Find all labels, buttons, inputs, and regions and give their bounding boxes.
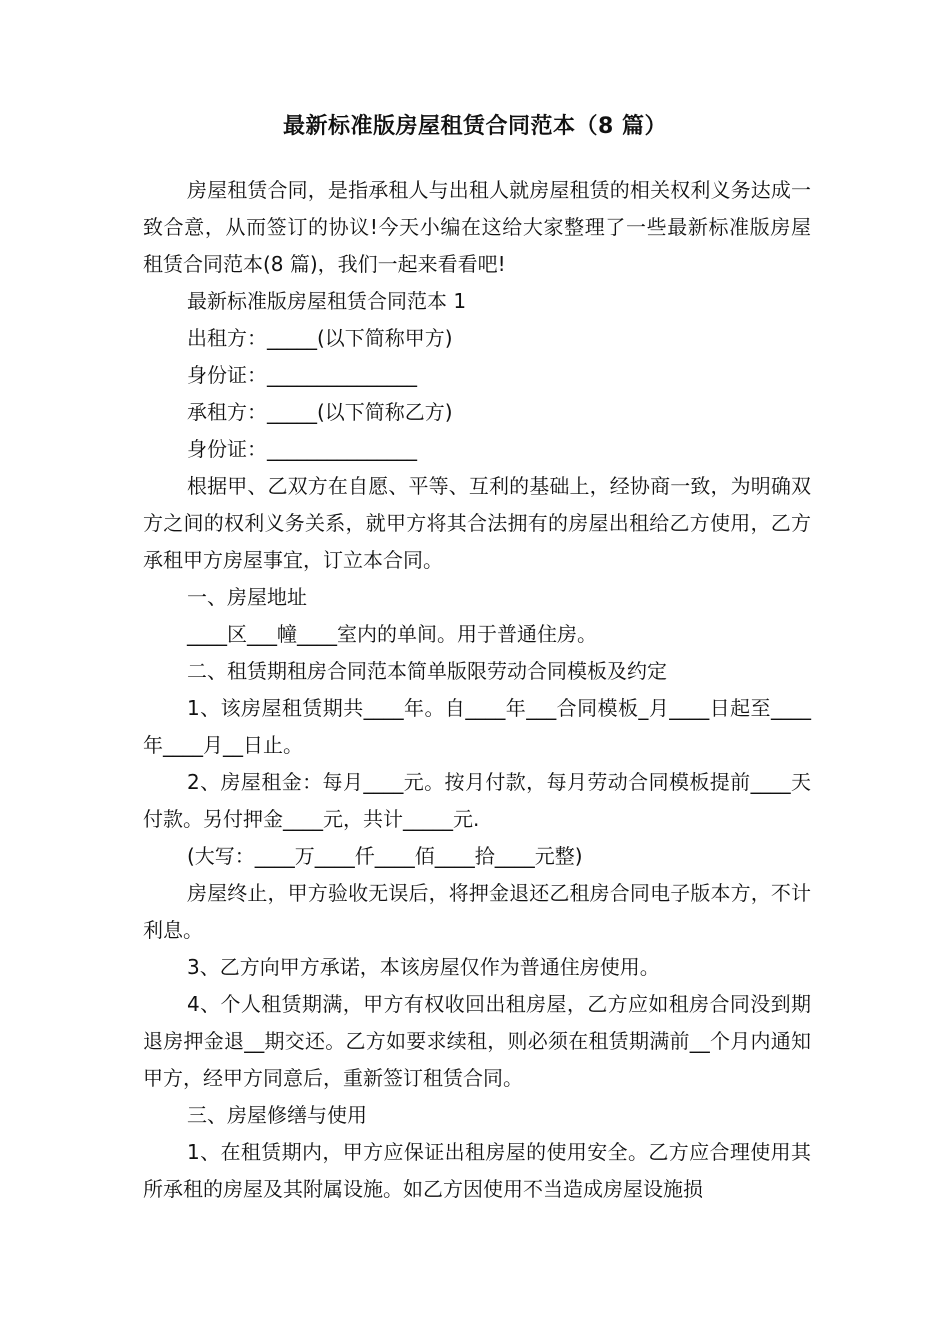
preamble-paragraph: 根据甲、乙双方在自愿、平等、互利的基础上，经协商一致，为明确双方之间的权利义务关系，就甲方将其合法拥有的房屋出租给乙方使用，乙方承租甲方房屋事宜，订立本合同。 [143, 474, 811, 572]
address-line: ____区___幢____室内的单间。用于普通住房。 [187, 622, 597, 646]
contract-heading: 最新标准版房屋租赁合同范本 1 [187, 289, 467, 313]
document-title: 最新标准版房屋租赁合同范本（8 篇） [283, 114, 667, 139]
rent-clause: 2、房屋租金：每月____元。按月付款，每月劳动合同模板提前____天付款。另付押金____元，共计_____元. [143, 770, 811, 831]
lessor-line: 出租方：_____(以下简称甲方) [187, 326, 453, 350]
document-body [143, 172, 811, 1208]
section-2-heading: 二、租赁期租房合同范本简单版限劳动合同模板及约定 [187, 659, 667, 683]
lessee-line: 承租方：_____(以下简称乙方) [187, 400, 453, 424]
usage-clause: 3、乙方向甲方承诺，本该房屋仅作为普通住房使用。 [187, 955, 660, 979]
deposit-return-clause: 房屋终止，甲方验收无误后，将押金退还乙租房合同电子版本方，不计利息。 [143, 881, 811, 942]
renewal-clause: 4、个人租赁期满，甲方有权收回出租房屋，乙方应如租房合同没到期退房押金退__期交还。乙方如要求续租，则必须在租赁期满前__个月内通知甲方，经甲方同意后，重新签订租赁合同。 [143, 992, 811, 1090]
intro-paragraph: 房屋租赁合同，是指承租人与出租人就房屋租赁的相关权利义务达成一致合意，从而签订的协议!今天小编在这给大家整理了一些最新标准版房屋租赁合同范本(8 篇)，我们一起来看看吧! [143, 178, 811, 276]
amount-in-words-line: (大写：____万____仟____佰____拾____元整) [187, 844, 583, 868]
section-1-heading: 一、房屋地址 [187, 585, 307, 609]
section-3-heading: 三、房屋修缮与使用 [187, 1103, 367, 1127]
lessee-id-line: 身份证：_______________ [187, 437, 417, 461]
lessor-id-line: 身份证：_______________ [187, 363, 417, 387]
repair-clause: 1、在租赁期内，甲方应保证出租房屋的使用安全。乙方应合理使用其所承租的房屋及其附属设施。如乙方因使用不当造成房屋设施损 [143, 1140, 811, 1201]
term-clause: 1、该房屋租赁期共____年。自____年___合同模板_月____日起至____年____月__日止。 [143, 696, 811, 757]
